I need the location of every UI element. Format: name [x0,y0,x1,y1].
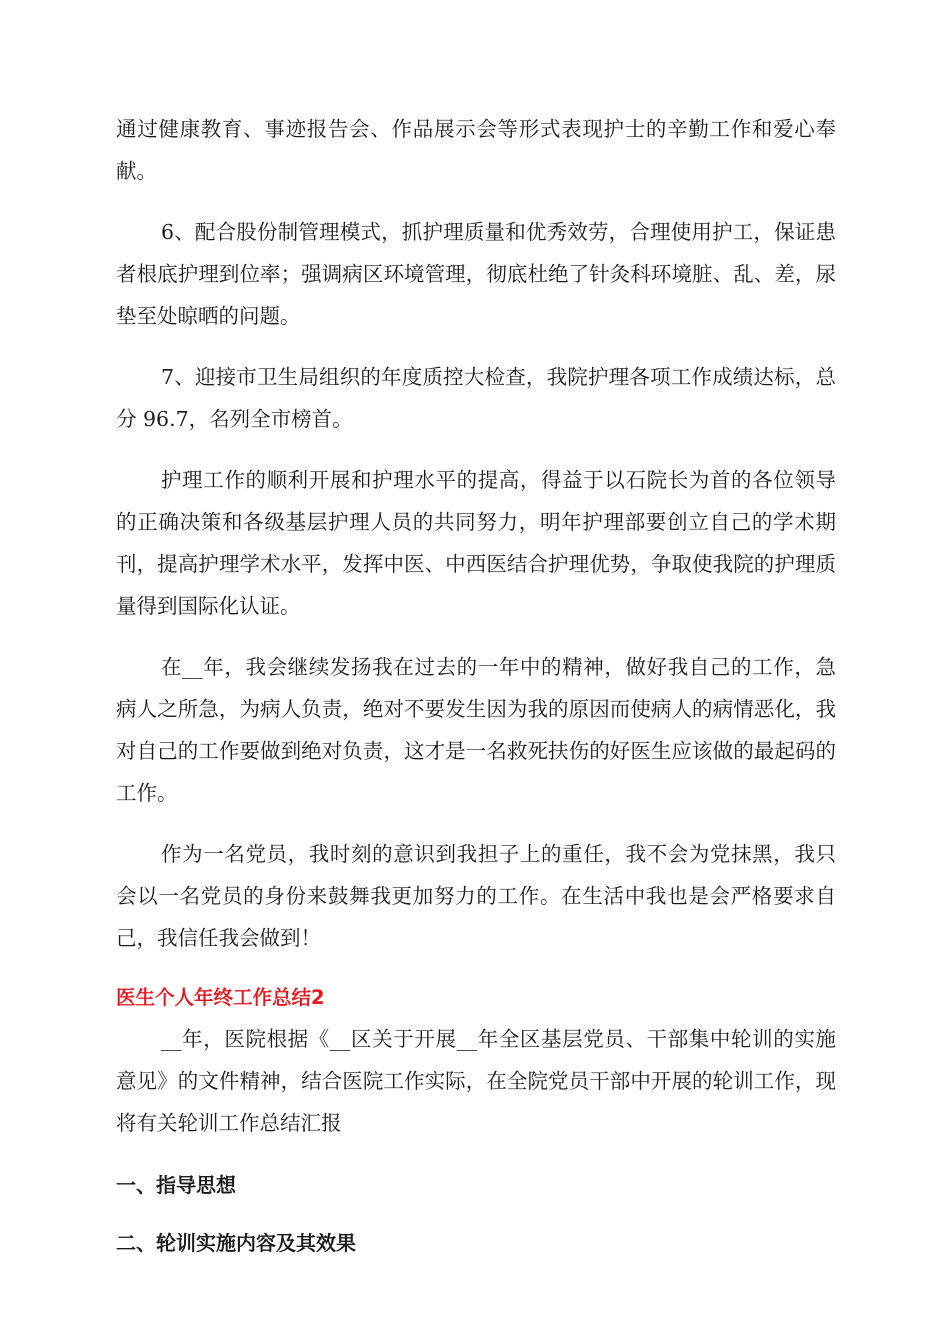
paragraph-party-member: 作为一名党员，我时刻的意识到我担子上的重任，我不会为党抹黑，我只会以一名党员的身份来鼓舞我更加努力的工作。在生活中我也是会严格要求自己，我信任我会做到！ [116,842,836,950]
paragraph-item-7: 7、迎接市卫生局组织的年度质控大检查，我院护理各项工作成绩达标，总分 96.7，名列全市榜首。 [116,365,836,431]
heading-guiding-ideology: 一、指导思想 [116,1173,236,1197]
section-title: 医生个人年终工作总结2 [116,986,325,1009]
paragraph-next-year: 在__年，我会继续发扬我在过去的一年中的精神，做好我自己的工作，急病人之所急，为病人负责，绝对不要发生因为我的原因而使病人的病情恶化，我对自己的工作要做到绝对负责，这才是一名救死扶伤的好医生应该做的最起码的工作。 [116,655,836,805]
paragraph-nursing-summary: 护理工作的顺利开展和护理水平的提高，得益于以石院长为首的各位领导的正确决策和各级基层护理人员的共同努力，明年护理部要创立自己的学术期刊，提高护理学术水平，发挥中医、中西医结合护理优势，争取使我院的护理质量得到国际化认证。 [116,468,836,618]
heading-training-content: 二、轮训实施内容及其效果 [116,1231,356,1255]
paragraph-continuation: 通过健康教育、事迹报告会、作品展示会等形式表现护士的辛勤工作和爱心奉献。 [116,117,836,183]
document-page [116,108,836,1279]
paragraph-item-6: 6、配合股份制管理模式，抓护理质量和优秀效劳，合理使用护工，保证患者根底护理到位率；强调病区环境管理，彻底杜绝了针灸科环境脏、乱、差，尿垫至处晾晒的问题。 [116,220,836,328]
paragraph-intro: __年，医院根据《__区关于开展__年全区基层党员、干部集中轮训的实施意见》的文件精神，结合医院工作实际，在全院党员干部中开展的轮训工作，现将有关轮训工作总结汇报 [116,1027,836,1135]
